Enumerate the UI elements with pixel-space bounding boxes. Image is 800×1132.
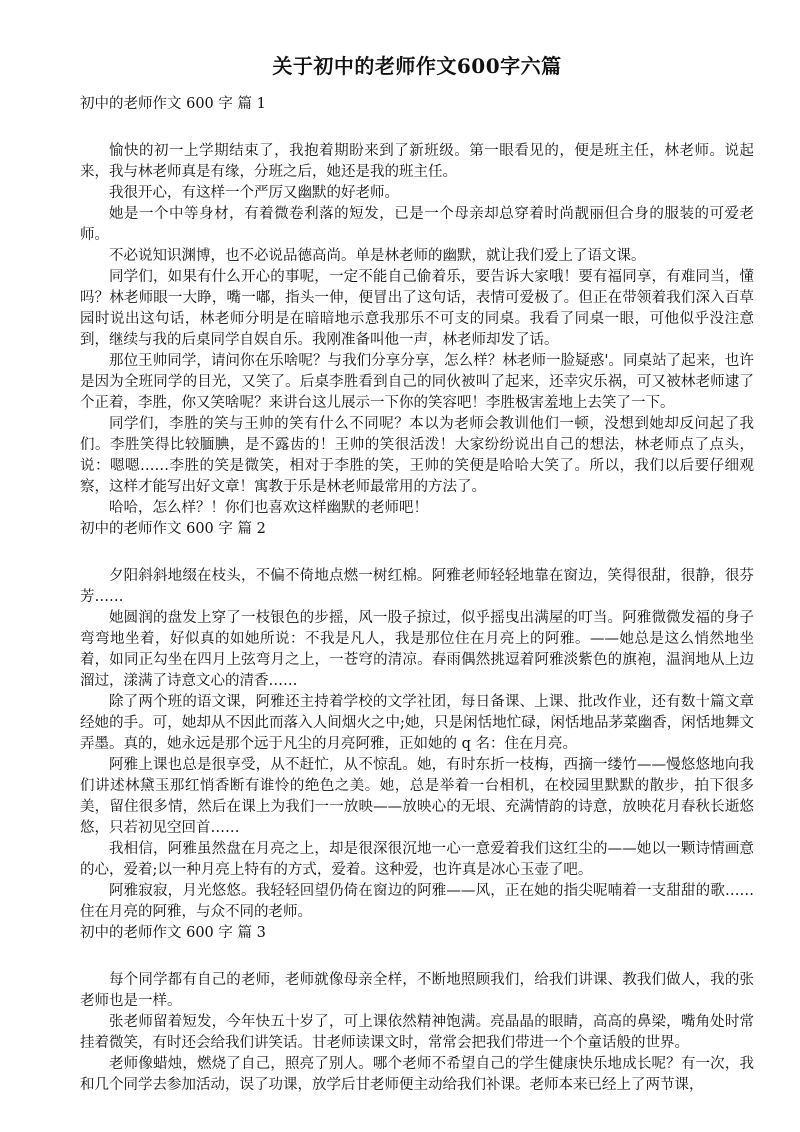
paragraph: 阿雅寂寂，月光悠悠。我轻轻回望仍倚在窗边的阿雅——风，正在她的指尖呢喃着一支甜甜的歌……住在月亮的阿雅，与众不同的老师。 <box>80 883 754 920</box>
paragraph: 张老师留着短发，今年快五十岁了，可上课依然精神饱满。亮晶晶的眼睛，高高的鼻梁，嘴角处时常挂着微笑，有时还会给我们讲笑话。甘老师读课文时，常常会把我们带进一个个童话般的世界。 <box>80 1014 754 1051</box>
paragraph: 不必说知识渊博，也不必说品德高尚。单是林老师的幽默，就让我们爱上了语文课。 <box>109 248 646 264</box>
section-heading: 初中的老师作文 600 字 篇 2 <box>80 521 266 537</box>
essay-section-3 <box>80 923 754 1096</box>
paragraph: 同学们，如果有什么开心的事呢，一定不能自己偷着乐，要告诉大家哦！要有福同享，有难同当，懂吗？林老师眼一大睁，嘴一嘟，指头一伸，便冒出了这句话，表情可爱极了。但正在带领着我们深入百草园时说出这句话，林老师分明是在暗暗地示意我那乐不可支的同桌。我看了同桌一眼，可他似乎没注意到，继续与我的后桌同学自娱自乐。我刚准备叫他一声，林老师却发了话。 <box>80 269 754 348</box>
paragraph: 那位王帅同学，请问你在乐啥呢？与我们分享分享，怎么样？林老师一脸疑惑'。同桌站了起来，也许是因为全班同学的目光，又笑了。后桌李胜看到自己的同伙被叫了起来，还幸灾乐祸，可又被林老师逮了个正着，李胜，你又笑啥呢？来讲台这儿展示一下你的笑容吧！李胜极害羞地上去笑了一下。 <box>80 353 754 411</box>
section-heading: 初中的老师作文 600 字 篇 3 <box>80 925 266 941</box>
paragraph: 同学们，李胜的笑与王帅的笑有什么不同呢？本以为老师会教训他们一顿，没想到她却反问起了我们。李胜笑得比较腼腆，是不露齿的！王帅的笑很活泼！大家纷纷说出自己的想法，林老师点了点头，说：嗯嗯……李胜的笑是微笑，相对于李胜的笑，王帅的笑便是哈哈大笑了。所以，我们以后要仔细观察，这样才能写出好文章！寓教于乐是林老师最常用的方法了。 <box>80 416 754 495</box>
paragraph: 老师像蜡烛，燃烧了自己，照亮了别人。哪个老师不希望自己的学生健康快乐地成长呢？有一次，我和几个同学去参加活动，误了功课，放学后甘老师便主动给我们补课。老师本来已经上了两节课， <box>80 1056 754 1093</box>
paragraph: 除了两个班的语文课，阿雅还主持着学校的文学社团，每日备课、上课、批改作业，还有数十篇文章经她的手。可，她却从不因此而落入人间烟火之中;她，只是闲恬地忙碌，闲恬地品茅菜幽香，闲恬地舞文弄墨。真的，她永远是那个远于凡尘的月亮阿雅，正如她的 q 名：住在月亮。 <box>80 694 754 752</box>
paragraph: 她是一个中等身材，有着微卷利落的短发，已是一个母亲却总穿着时尚靓丽但合身的服装的可爱老师。 <box>80 206 754 243</box>
essay-section-2 <box>80 519 754 923</box>
paragraph: 阿雅上课也总是很享受，从不赶忙，从不惊乱。她，有时东折一枝梅，西摘一缕竹——慢悠悠地向我们讲述林黛玉那红悄香断有谁怜的绝色之美。她，总是举着一台相机，在校园里默默的散步，拍下很多美，留住很多情，然后在课上为我们一一放映——放映心的无垠、充满情韵的诗意，放映花月春秋长逝悠悠，只若初见空回首…… <box>80 757 754 836</box>
essay-section-1 <box>80 94 754 519</box>
paragraph: 哈哈，怎么样？！你们也喜欢这样幽默的老师吧！ <box>109 500 428 516</box>
paragraph: 她圆润的盘发上穿了一枝银色的步摇，风一股子掠过，似乎摇曳出满屋的叮当。阿雅微微发福的身子弯弯地坐着，好似真的如她所说：不我是凡人，我是那位住在月亮上的阿雅。——她总是这么悄然地坐着，如同正勾坐在四月上弦弯月之上，一苍穹的清凉。春雨偶然挑逗着阿雅淡紫色的旗袍，温润地从上边溜过，漾满了诗意文心的清香…… <box>80 610 754 689</box>
paragraph: 我相信，阿雅虽然盘在月亮之上，却是很深很沉地一心一意爱着我们这红尘的——她以一颗诗情画意的心，爱着;以一种月亮上特有的方式，爱着。这种爱，也许真是冰心玉壶了吧。 <box>80 841 754 878</box>
paragraph: 夕阳斜斜地缀在枝头，不偏不倚地点燃一树红棉。阿雅老师轻轻地靠在窗边，笑得很甜，很静，很芬芳…… <box>80 568 754 605</box>
document-title: 关于初中的老师作文600字六篇 <box>272 54 562 78</box>
paragraph: 每个同学都有自己的老师，老师就像母亲全样，不断地照顾我们，给我们讲课、教我们做人，我的张老师也是一样。 <box>80 972 754 1009</box>
paragraph: 我很开心，有这样一个严厉又幽默的好老师。 <box>109 185 399 201</box>
section-heading: 初中的老师作文 600 字 篇 1 <box>80 96 266 112</box>
paragraph: 愉快的初一上学期结束了，我抱着期盼来到了新班级。第一眼看见的，便是班主任，林老师。说起来，我与林老师真是有缘，分班之后，她还是我的班主任。 <box>80 143 754 180</box>
